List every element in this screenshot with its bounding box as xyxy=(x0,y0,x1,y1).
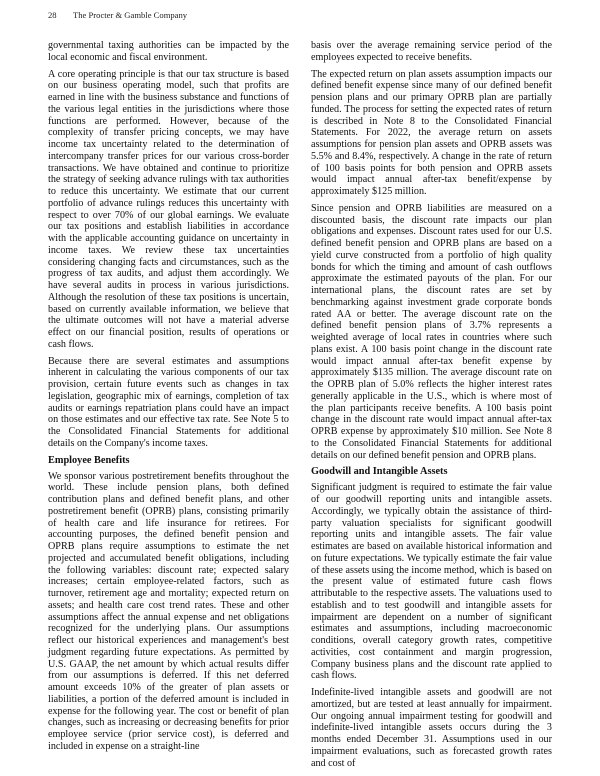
left-column xyxy=(48,40,289,758)
paragraph: Indefinite-lived intangible assets and goodwill are not amortized, but are tested at least annually for impairment. Our ongoing annual impairment testing for goodwill and indefinite-lived intangible assets occurs during the 3 months ended December 31. Assumptions used in our impairment evaluations, such as forecasted growth rates and cost of xyxy=(311,687,552,769)
paragraph: governmental taxing authorities can be impacted by the local economic and fiscal environment. xyxy=(48,40,289,63)
paragraph: basis over the average remaining service period of the employees expected to receive benefits. xyxy=(311,40,552,63)
paragraph: We sponsor various postretirement benefits throughout the world. These include pension plans, both defined contribution plans and defined benefit plans, and other postretirement benefit (OPRB) plans, consisting primarily of health care and life insurance for retirees. For accounting purposes, the defined benefit pension and OPRB plans require assumptions to estimate the net projected and accumulated benefit obligations, including the following variables: discount rate; expected salary increases; certain employee-related factors, such as turnover, retirement age and mortality; expected return on assets; and health care cost trend rates. These and other assumptions affect the annual expense and net obligations recognized for the underlying plans. Our assumptions reflect our historical experiences and management's best judgment regarding future expectations. As permitted by U.S. GAAP, the net amount by which actual results differ from our assumptions is deferred. If this net deferred amount exceeds 10% of the greater of plan assets or liabilities, a portion of the deferred amount is included in expense for the following year. The cost or benefit of plan changes, such as increasing or decreasing benefits for prior employee service (prior service cost), is deferred and included in expense on a straight-line xyxy=(48,470,289,752)
page-header xyxy=(48,10,187,20)
paragraph: Because there are several estimates and assumptions inherent in calculating the various components of our tax provision, certain future events such as changes in tax legislation, geographic mix of earnings, completion of tax audits or earnings repatriation plans could have an impact on those estimates and our effective tax rate. See Note 5 to the Consolidated Financial Statements for additional details on the Company's income taxes. xyxy=(48,355,289,449)
page-number: 28 xyxy=(48,10,57,20)
section-heading-employee-benefits: Employee Benefits xyxy=(48,454,130,466)
paragraph: A core operating principle is that our tax structure is based on our business operating model, such that profits are earned in line with the business substance and functions of the various legal entities in the jurisdictions where those functions are performed. However, because of the complexity of transfer pricing concepts, we may have income tax uncertainty related to the determination of intercompany transfer prices for our various cross-border transactions. We have obtained and continue to prioritize the strategy of seeking advance rulings with tax authorities to reduce this uncertainty. We estimate that our current portfolio of advance rulings reduces this uncertainty with respect to over 70% of our global earnings. We evaluate our tax positions and establish liabilities in accordance with the applicable accounting guidance on uncertainty in income taxes. We review these tax uncertainties considering changing facts and circumstances, such as the progress of tax audits, and adjust them accordingly. We have several audits in process in various jurisdictions. Although the resolution of these tax positions is uncertain, based on currently available information, we believe that the ultimate outcomes will not have a material adverse effect on our financial position, results of operations or cash flows. xyxy=(48,68,289,350)
paragraph: Since pension and OPRB liabilities are measured on a discounted basis, the discount rate impacts our plan obligations and expenses. Discount rates used for our U.S. defined benefit pension and OPRB plans are based on a yield curve constructed from a portfolio of high quality bonds for which the timing and amount of cash outflows approximate the estimated payouts of the plan. For our international plans, the discount rates are set by benchmarking against investment grade corporate bonds rated AA or better. The average discount rate on the defined benefit pension plans of 3.7% represents a weighted average of local rates in countries where such plans exist. A 100 basis point change in the discount rate would impact annual after-tax benefit expense by approximately $135 million. The average discount rate on the OPRB plan of 5.0% reflects the higher interest rates generally applicable in the U.S., which is where most of the plan participants receive benefits. A 100 basis point change in the discount rate would impact annual after-tax OPRB expense by approximately $10 million. See Note 8 to the Consolidated Financial Statements for additional details on our defined benefit pension and OPRB plans. xyxy=(311,202,552,461)
paragraph: The expected return on plan assets assumption impacts our defined benefit expense since many of our defined benefit pension plans and our primary OPRB plan are partially funded. The process for setting the expected rates of return is described in Note 8 to the Consolidated Financial Statements. For 2022, the average return on assets assumptions for pension plan assets and OPRB assets was 5.5% and 8.4%, respectively. A change in the rate of return of 100 basis points for both pension and OPRB assets would impact annual after-tax benefit/expense by approximately $125 million. xyxy=(311,68,552,197)
company-name: The Procter & Gamble Company xyxy=(73,10,188,20)
right-column xyxy=(311,40,552,774)
section-heading-goodwill: Goodwill and Intangible Assets xyxy=(311,466,448,478)
paragraph: Significant judgment is required to estimate the fair value of our goodwill reporting units and intangible assets. Accordingly, we typically obtain the assistance of third-party valuation specialists for significant goodwill reporting units and intangible assets. The fair value estimates are based on available historical information and on future expectations. We typically estimate the fair value of these assets using the income method, which is based on the present value of estimated future cash flows attributable to the respective assets. The valuations used to establish and to test goodwill and intangible assets for impairment are dependent on a number of significant estimates and assumptions, including macroeconomic conditions, overall category growth rates, competitive activities, cost containment and margin progression, Company business plans and the discount rate applied to cash flows. xyxy=(311,482,552,682)
